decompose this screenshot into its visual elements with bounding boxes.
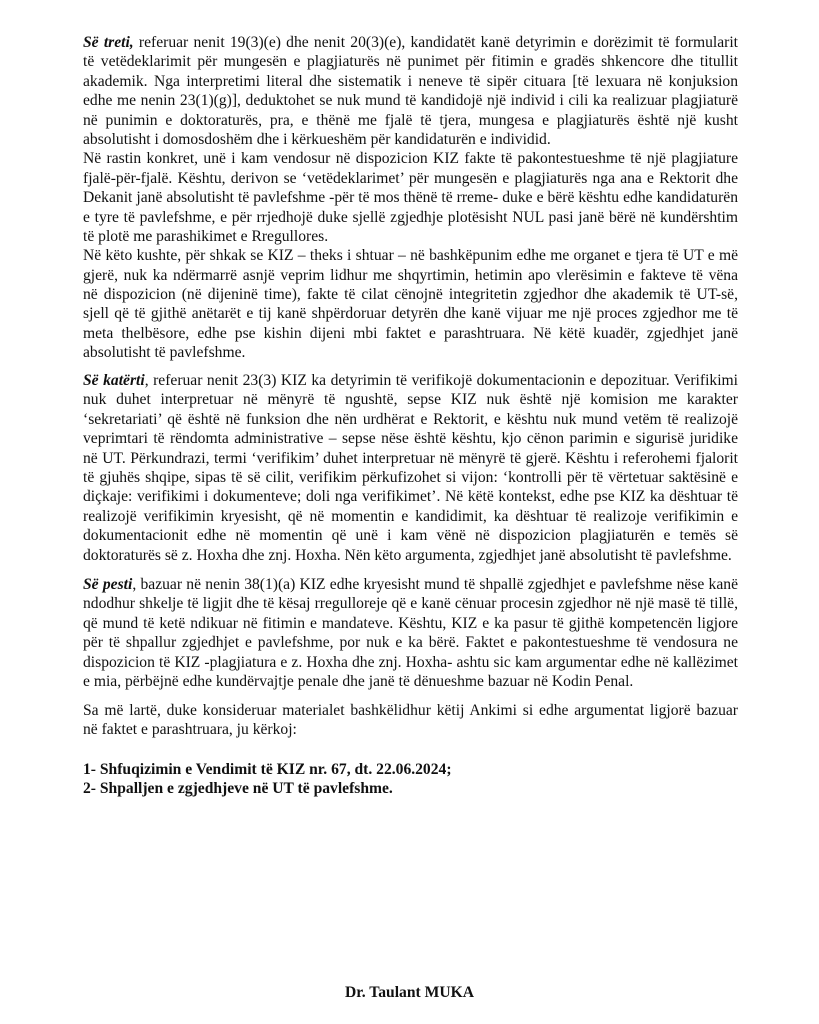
paragraph-line: ndodhur shkelje të ligjit dhe të kësaj rregulloreje që e kanë cënuar procesin zgjedhor në një masë të tillë, (83, 595, 738, 613)
paragraph-line: Së pesti, bazuar në nenin 38(1)(a) KIZ edhe kryesisht mund të shpallë zgjedhjet e pavlefshme nëse kanë (83, 576, 738, 593)
paragraph-conclusion (83, 701, 738, 740)
paragraph-line: Së treti, referuar nenit 19(3)(e) dhe nenit 20(3)(e), kandidatët kanë detyrimin e dorëzimit të formularit (83, 34, 738, 51)
request-item: 2- Shpalljen e zgjedhjeve në UT të pavlefshme. (83, 780, 393, 798)
paragraph-line: nuk duhet interpretuar në mënyrë të ngushtë, sepse KIZ nuk është një komision me karakter (83, 391, 738, 409)
paragraph-line: dispozicion të KIZ -plagjiatura e z. Hoxha dhe znj. Hoxha- ashtu sic kam argumentar edhe në kallëzimet (83, 653, 738, 671)
paragraph-line: e tyre të pavlefshme, e për rrjedhojë duke sjellë zgjedhje plotësisht NUL pasi janë bërë në kundërshtim (83, 208, 738, 226)
paragraph-line: absolutisht i domosdoshëm dhe i kërkueshëm për kandidaturën e individid. (83, 130, 551, 148)
request-item: 1- Shfuqizimin e Vendimit të KIZ nr. 67, dt. 22.06.2024; (83, 761, 452, 778)
paragraph-line: të plotë me parashikimet e Rregullores. (83, 227, 329, 245)
paragraph-pesti (83, 575, 738, 691)
paragraph-line: fjalë-për-fjalë. Kështu, derivon se ‘vetëdeklarimet’ për mungesën e plagjiaturës nga ana e Rektorit dhe (83, 169, 738, 187)
paragraph-line: doktoraturës së z. Hoxha dhe znj. Hoxha. Nën këto argumenta, zgjedhjet janë absolutisht të pavlefshme. (83, 546, 732, 564)
paragraph-line: Në rastin konkret, unë i kam vendosur në dispozicion KIZ fakte të pakontestueshme të një plagjiature (83, 150, 738, 168)
paragraph-lead: Së katërti (83, 372, 145, 389)
paragraph-line: Sa më lartë, duke konsideruar materialet bashkëlidhur këtij Ankimi si edhe argumentat ligjorë bazuar (83, 702, 738, 719)
paragraph-line: në dispozicion (në dijeninë time), fakte të cilat cënojnë integritetin zgjedhor dhe akademik të UT-së, (83, 286, 738, 304)
paragraph-line: akademik. Nga interpretimi literal dhe sistematik i neneve të sipër cituara [të lexuara në konjuksion (83, 72, 738, 90)
paragraph-lead: Së treti, (83, 34, 134, 51)
paragraph-line: gjerë, nuk ka ndërmarrë asnjë veprim lidhur me shqyrtimin, hetimin apo vlerësimin e fakteve të vëna (83, 266, 738, 284)
requests-list (83, 760, 738, 799)
paragraph-line: veprimtari të rëndomta administrative – sepse nëse është kështu, kjo cënon parimin e sigurisë juridike (83, 430, 738, 448)
paragraph-line: edhe me nenin 23(1)(g)], deduktohet se nuk mund të kandidojë një individ i cili ka realizuar plagjiaturë (83, 92, 738, 110)
paragraph-line: e mia, përbëjnë edhe kundërvajtje penale dhe janë të dënueshme bazuar në Kodin Penal. (83, 672, 634, 690)
signature: Dr. Taulant MUKA (345, 984, 474, 1001)
paragraph-line: Dekanit janë absolutisht të pavlefshme -për të mos thënë të rreme- duke e bërë kështu edhe kandidaturën (83, 189, 738, 207)
paragraph-line: në faktet e parashtruara, ju kërkoj: (83, 721, 297, 739)
paragraph-line: për të shpallur zgjedhjet e pavlefshme, por nuk e ka bërë. Faktet e pakontestueshme të vendosura ne (83, 634, 738, 652)
paragraph-line: absolutisht të pavlefshme. (83, 344, 246, 362)
paragraph-line: sjell që të gjithë anëtarët e tij kanë shpërdoruar detyrën dhe kanë vijuar me një proces zgjedhor me të (83, 305, 738, 323)
paragraph-line: diçkaje: verifikimi i dokumenteve; doli nga verifikimet’. Në këtë kontekst, edhe pse KIZ ka dështuar të (83, 488, 738, 506)
paragraph-line: Në këto kushte, për shkak se KIZ – theks i shtuar – në bashkëpunim edhe me organet e tjera të UT e më (83, 247, 738, 265)
paragraph-line: në punimin e doktoraturës, pra, e thënë me fjalë të tjera, mungesa e plagjiaturës është një kusht (83, 111, 738, 129)
paragraph-lead: Së pesti (83, 576, 133, 593)
paragraph-line: në UT. Përkundrazi, termi ‘verifikim’ duhet interpretuar në mënyrë të gjerë. Kështu i referohemi fjalorit (83, 449, 738, 467)
paragraph-line: Së katërti, referuar nenit 23(3) KIZ ka detyrimin të verifikojë dokumentacionin e depozituar. Verifikimi (83, 372, 738, 389)
paragraph-line: që mund të ketë ndikuar në fitimin e mandateve. Kështu, KIZ e ka pasur të gjithë kompetencën ligjore (83, 614, 738, 632)
paragraph-line: meta thelbësore, edhe pse kishin dijeni mbi faktet e parashtruara. Në këtë kuadër, zgjedhjet janë (83, 324, 738, 342)
paragraph-line: të gjuhës shqipe, sipas të së cilit, verifikim përkufizohet si vijon: ‘kontrolli për të vërtetuar saktësinë e (83, 468, 738, 486)
paragraph-line: dokumentacionit edhe në momentin që unë i kam vënë në dispozicion plagjiaturën e temës së (83, 527, 738, 545)
paragraph-line: ‘sekretariati’ që është në funksion dhe nën urdhërat e Rektorit, e kështu nuk mund vetëm të realizojë (83, 410, 738, 428)
paragraph-treti (83, 33, 738, 363)
paragraph-line: realizojë verifikimin kryesisht, që në momentin e kandidimit, ka dështuar të realizoje verifikimin e (83, 507, 738, 525)
paragraph-katerti (83, 371, 738, 565)
paragraph-line: të vetëdeklarimit për mungesën e plagjiaturës në punimet për fitimin e gradës shkencore dhe titullit (83, 53, 738, 71)
